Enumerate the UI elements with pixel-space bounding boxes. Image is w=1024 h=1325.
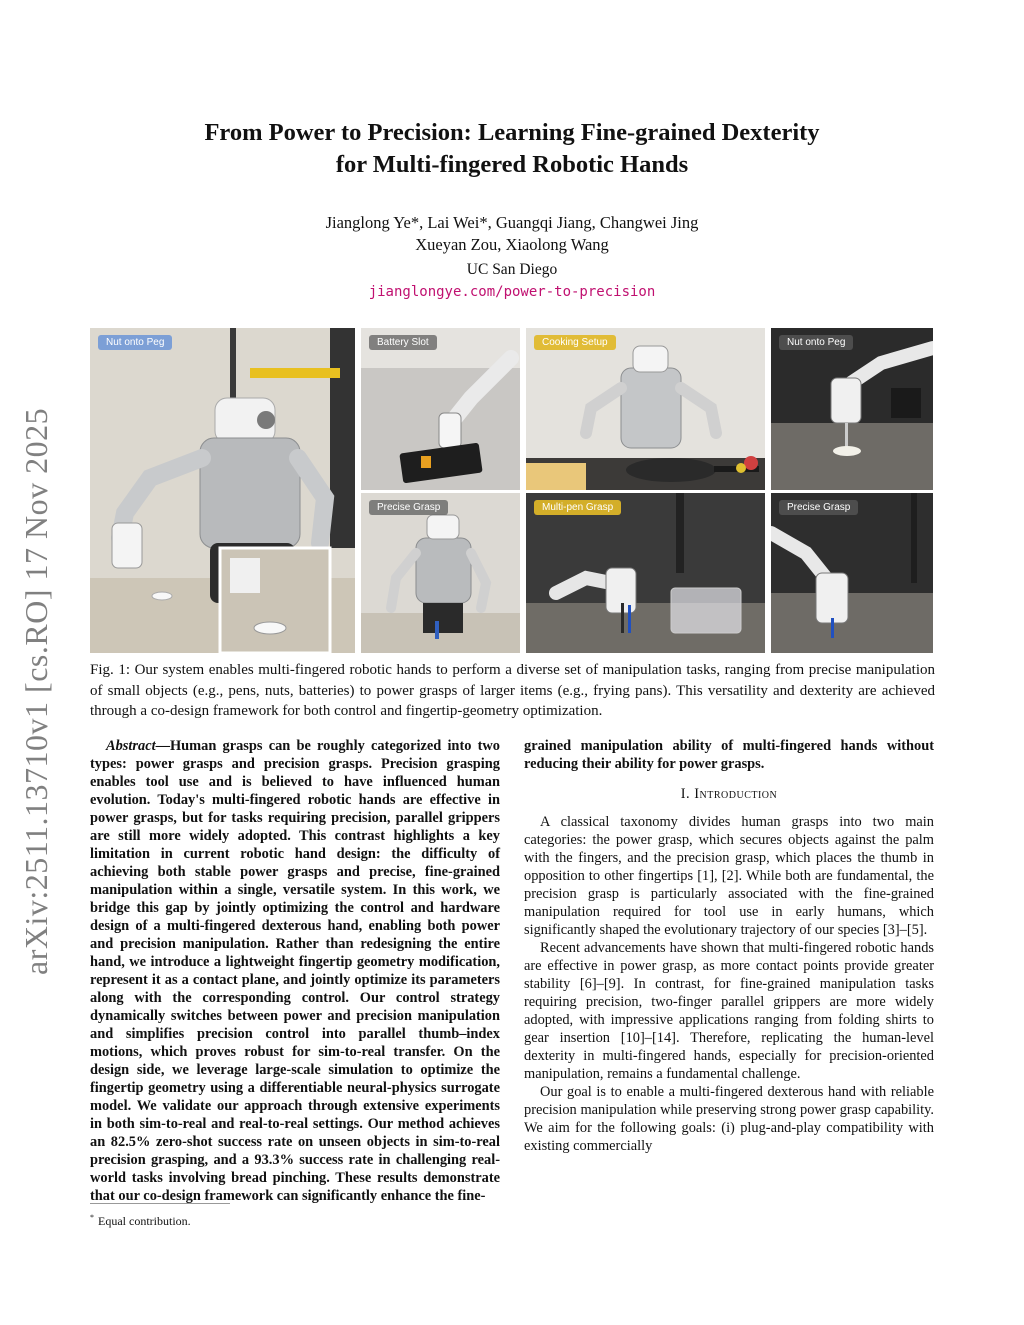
left-column <box>90 737 500 1205</box>
footnote <box>90 1213 191 1229</box>
authors-line-2: Xueyan Zou, Xiaolong Wang <box>415 235 609 254</box>
cooking-photo-illustration <box>526 328 765 490</box>
tile-label: Precise Grasp <box>779 500 858 515</box>
battery-photo-illustration <box>361 328 520 490</box>
tile-label: Precise Grasp <box>369 500 448 515</box>
grasp-photo-illustration <box>771 493 933 653</box>
photo-cooking-setup <box>526 328 765 490</box>
abstract-continuation: grained manipulation ability of multi-fingered hands without reducing their ability for power grasps. <box>524 738 934 772</box>
tile-label: Nut onto Peg <box>98 335 172 350</box>
project-url-link[interactable]: jianglongye.com/power-to-precision <box>368 284 656 300</box>
title-line-2: for Multi-fingered Robotic Hands <box>335 151 689 178</box>
footnote-mark: * <box>90 1213 94 1222</box>
photo-precise-grasp-robot <box>361 493 520 653</box>
arxiv-side-stamp: arXiv:2511.13710v1 [cs.RO] 17 Nov 2025 <box>18 407 54 975</box>
photo-nut-onto-peg-large <box>90 328 355 653</box>
peg-photo-illustration <box>771 328 933 490</box>
tile-label: Multi-pen Grasp <box>534 500 621 515</box>
intro-paragraph-2: Recent advancements have shown that multi-fingered robotic hands are effective in power grasp, as more contact points provide greater stability [6]–[9]. In contrast, for fine-grained manipulation tasks requiring precision, two-finger parallel grippers are more widely adopted, with impressive applications ranging from folding shirts to gear insertion [10]–[14]. Therefore, replicating the human-level dexterity in multi-fingered hands, especially for precision-oriented manipulation, remains a fundamental challenge. <box>524 940 934 1082</box>
abstract-paragraph: Abstract—Human grasps can be roughly categorized into two types: power grasps and precision grasps. Precision grasping enables tool use and is believed to have influenced human evolution. Today's multi-fingered robotic hands are effective in power grasps, but for tasks requiring precision, parallel grippers are still more widely adopted. This contrast highlights a key limitation in current robotic hand design: the difficulty of achieving both stable power grasps and precise, fine-grained manipulation within a single, versatile system. In this work, we bridge this gap by jointly optimizing the control and hardware design of a multi-fingered dexterous hand, enabling both power and precision manipulation. Rather than redesigning the entire hand, we introduce a lightweight fingertip geometry modification, represent it as a contact plane, and jointly optimize its parameters along with the corresponding control. Our control strategy dynamically switches between power and precision manipulation and simplifies precision control into parallel thumb–index motions, which proves robust for sim-to-real transfer. On the design side, we leverage large-scale simulation to optimize the fingertip geometry using a differentiable neural-physics surrogate model. We validate our approach through extensive experiments in both sim-to-real and real-to-real settings. Our method achieves an 82.5% zero-shot success rate on unseen objects in sim-to-real precision grasping, and a 93.3% success rate in challenging real-world tasks involving bread pinching. These results demonstrate that our co-design framework can significantly enhance the fine- <box>90 738 500 1204</box>
photo-multi-pen-grasp <box>526 493 765 653</box>
photo-precise-grasp <box>771 493 933 653</box>
author-list <box>0 212 1024 256</box>
tile-label: Cooking Setup <box>534 335 616 350</box>
tile-label: Battery Slot <box>369 335 437 350</box>
right-column <box>524 737 934 1155</box>
affiliation: UC San Diego <box>466 261 558 278</box>
intro-paragraph-1: A classical taxonomy divides human grasps into two main categories: the power grasp, which secures objects against the palm with the fingers, and the precision grasp, which places the thumb in opposition to other fingertips [1], [2]. While both are fundamental, the precision grasp is particularly associated with the fine-grained manipulation required for tool use in early humans, which significantly shaped the evolutionary trajectory of our species [3]–[5]. <box>524 814 934 938</box>
paper-title <box>0 117 1024 181</box>
multi-pen-photo-illustration <box>526 493 765 653</box>
footnote-rule <box>90 1203 230 1204</box>
section-heading-introduction: I. Introduction <box>680 786 778 802</box>
figure-caption: Fig. 1: Our system enables multi-fingered robotic hands to perform a diverse set of manipulation tasks, ranging from precise manipulation of small objects (e.g., pens, nuts, batteries) to power grasps of larger items (e.g., frying pans). This versatility and dexterity are achieved through a co-design framework for both control and fingertip-geometry optimization. <box>90 662 935 719</box>
robot-photo-illustration <box>90 328 355 653</box>
title-line-1: From Power to Precision: Learning Fine-grained Dexterity <box>204 119 820 146</box>
photo-nut-onto-peg-small <box>771 328 933 490</box>
abstract-label: Abstract <box>106 738 156 754</box>
authors-line-1: Jianglong Ye*, Lai Wei*, Guangqi Jiang, Changwei Jing <box>325 213 699 232</box>
tile-label: Nut onto Peg <box>779 335 853 350</box>
robot-pen-photo-illustration <box>361 493 520 653</box>
abstract-text: Human grasps can be roughly categorized into two types: power grasps and precision grasps. Precision grasping enables tool use and is believed to have influenced human evolution. Today's multi-fingered robotic hands are effective in power grasps, but for tasks requiring precision, parallel grippers are still more widely adopted. This contrast highlights a key limitation in current robotic hand design: the difficulty of achieving both stable power grasps and precise, fine-grained manipulation within a single, versatile system. In this work, we bridge this gap by jointly optimizing the control and hardware design of a multi-fingered dexterous hand, enabling both power and precision manipulation. Rather than redesigning the entire hand, we introduce a lightweight fingertip geometry modification, represent it as a contact plane, and jointly optimize its parameters along with the corresponding control. Our control strategy dynamically switches between power and precision manipulation and simplifies precision control into parallel thumb–index motions, which proves robust for sim-to-real transfer. On the design side, we leverage large-scale simulation to optimize the fingertip geometry using a differentiable neural-physics surrogate model. We validate our approach through extensive experiments in both sim-to-real and real-to-real settings. Our method achieves an 82.5% zero-shot success rate on unseen objects in sim-to-real precision grasping, and a 93.3% success rate in challenging real-world tasks involving bread pinching. These results demonstrate that our co-design framework can significantly enhance the fine- <box>90 738 500 1204</box>
photo-battery-slot <box>361 328 520 490</box>
intro-paragraph-3: Our goal is to enable a multi-fingered dexterous hand with reliable precision manipulation while preserving strong power grasp capability. We aim for the following goals: (i) plug-and-play compatibility with existing commercially <box>524 1084 934 1154</box>
footnote-text: Equal contribution. <box>98 1214 191 1228</box>
